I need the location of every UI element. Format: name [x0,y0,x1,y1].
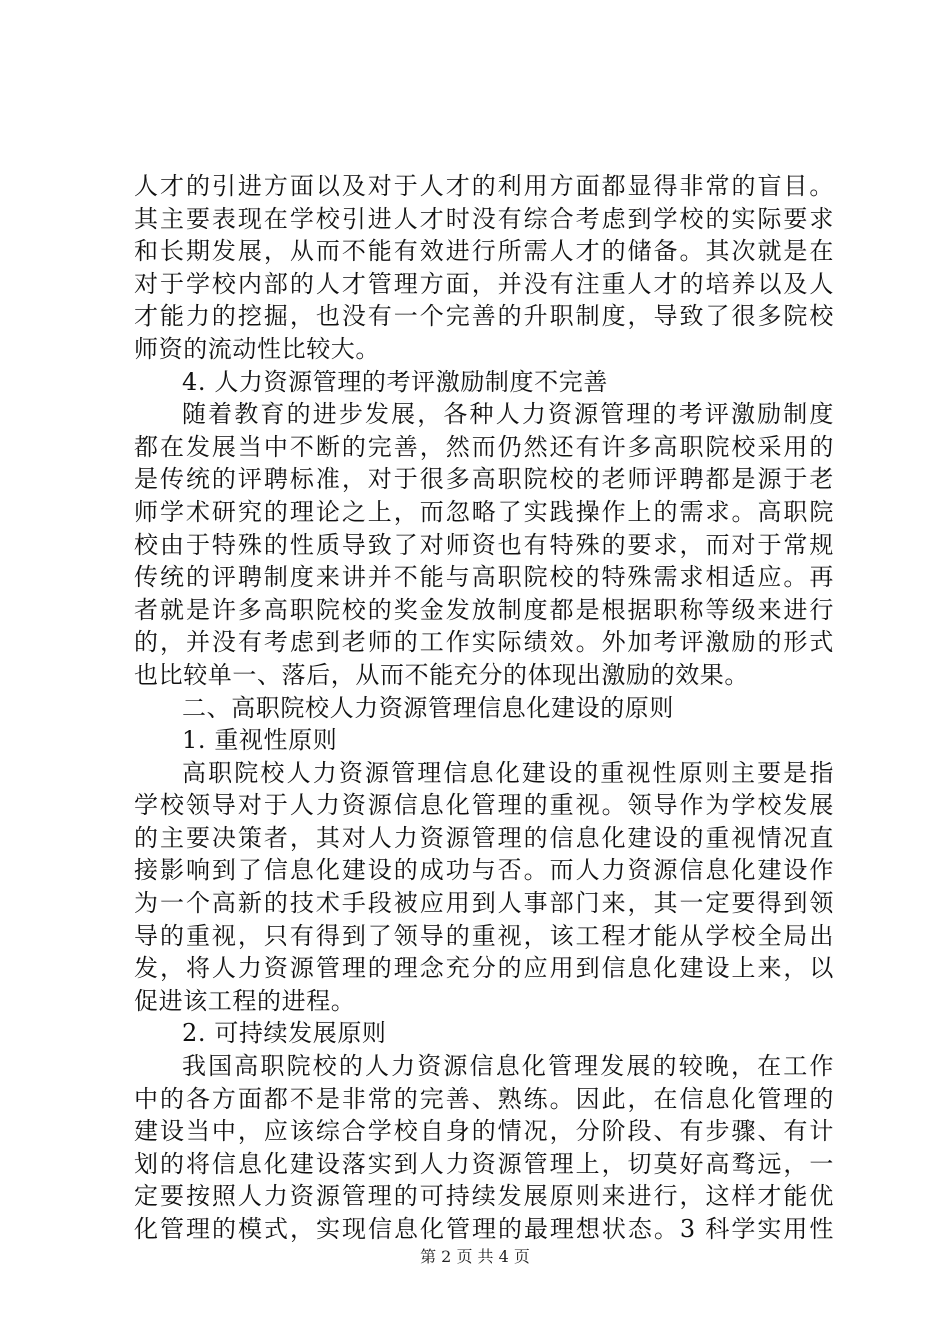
text-line: 促进该工程的进程。 [134,986,356,1015]
page-footer: 第 2 页 共 4 页 [420,1247,530,1266]
text-line: 划的将信息化建设落实到人力资源管理上，切莫好高骛远，一 [134,1149,834,1178]
text-line: 对于学校内部的人才管理方面，并没有注重人才的培养以及人 [134,269,834,298]
text-line: 定要按照人力资源管理的可持续发展原则来进行，这样才能优 [134,1182,834,1211]
text-line: 发，将人力资源管理的理念充分的应用到信息化建设上来，以 [134,954,834,983]
text-line: 1. 重视性原则 [182,726,338,755]
text-line: 传统的评聘制度来讲并不能与高职院校的特殊需求相适应。再 [134,563,834,592]
text-line: 接影响到了信息化建设的成功与否。而人力资源信息化建设作 [134,856,834,885]
text-line: 学校领导对于人力资源信息化管理的重视。领导作为学校发展 [134,791,834,820]
text-line: 才能力的挖掘，也没有一个完善的升职制度，导致了很多院校 [134,302,834,331]
text-line: 都在发展当中不断的完善，然而仍然还有许多高职院校采用的 [134,432,834,461]
text-line: 是传统的评聘标准，对于很多高职院校的老师评聘都是源于老 [134,465,834,494]
text-line: 建设当中，应该综合学校自身的情况，分阶段、有步骤、有计 [134,1117,834,1146]
text-line: 和长期发展，从而不能有效进行所需人才的储备。其次就是在 [134,237,834,266]
text-line: 者就是许多高职院校的奖金发放制度都是根据职称等级来进行 [134,595,834,624]
text-line: 的主要决策者，其对人力资源管理的信息化建设的重视情况直 [134,823,834,852]
text-line: 的，并没有考虑到老师的工作实际绩效。外加考评激励的形式 [134,628,834,657]
text-line: 为一个高新的技术手段被应用到人事部门来，其一定要得到领 [134,889,834,918]
text-line: 中的各方面都不是非常的完善、熟练。因此，在信息化管理的 [134,1084,834,1113]
text-line: 师学术研究的理论之上，而忽略了实践操作上的需求。高职院 [134,497,834,526]
text-line: 其主要表现在学校引进人才时没有综合考虑到学校的实际要求 [134,204,834,233]
document-body [134,170,834,1246]
text-line: 师资的流动性比较大。 [134,334,380,363]
text-line: 校由于特殊的性质导致了对师资也有特殊的要求，而对于常规 [134,530,834,559]
text-line: 人才的引进方面以及对于人才的利用方面都显得非常的盲目。 [134,172,834,200]
text-line: 我国高职院校的人力资源信息化管理发展的较晚，在工作 [182,1052,834,1081]
text-line: 二、高职院校人力资源管理信息化建设的原则 [182,693,674,722]
text-line: 2. 可持续发展原则 [182,1019,387,1048]
text-line: 4. 人力资源管理的考评激励制度不完善 [182,367,608,396]
text-line: 随着教育的进步发展，各种人力资源管理的考评激励制度 [182,400,834,429]
text-line: 也比较单一、落后，从而不能充分的体现出激励的效果。 [134,660,749,689]
text-line: 导的重视，只有得到了领导的重视，该工程才能从学校全局出 [134,921,834,950]
text-line: 化管理的模式，实现信息化管理的最理想状态。3 科学实用性 [134,1215,834,1243]
text-line: 高职院校人力资源管理信息化建设的重视性原则主要是指 [182,758,834,787]
